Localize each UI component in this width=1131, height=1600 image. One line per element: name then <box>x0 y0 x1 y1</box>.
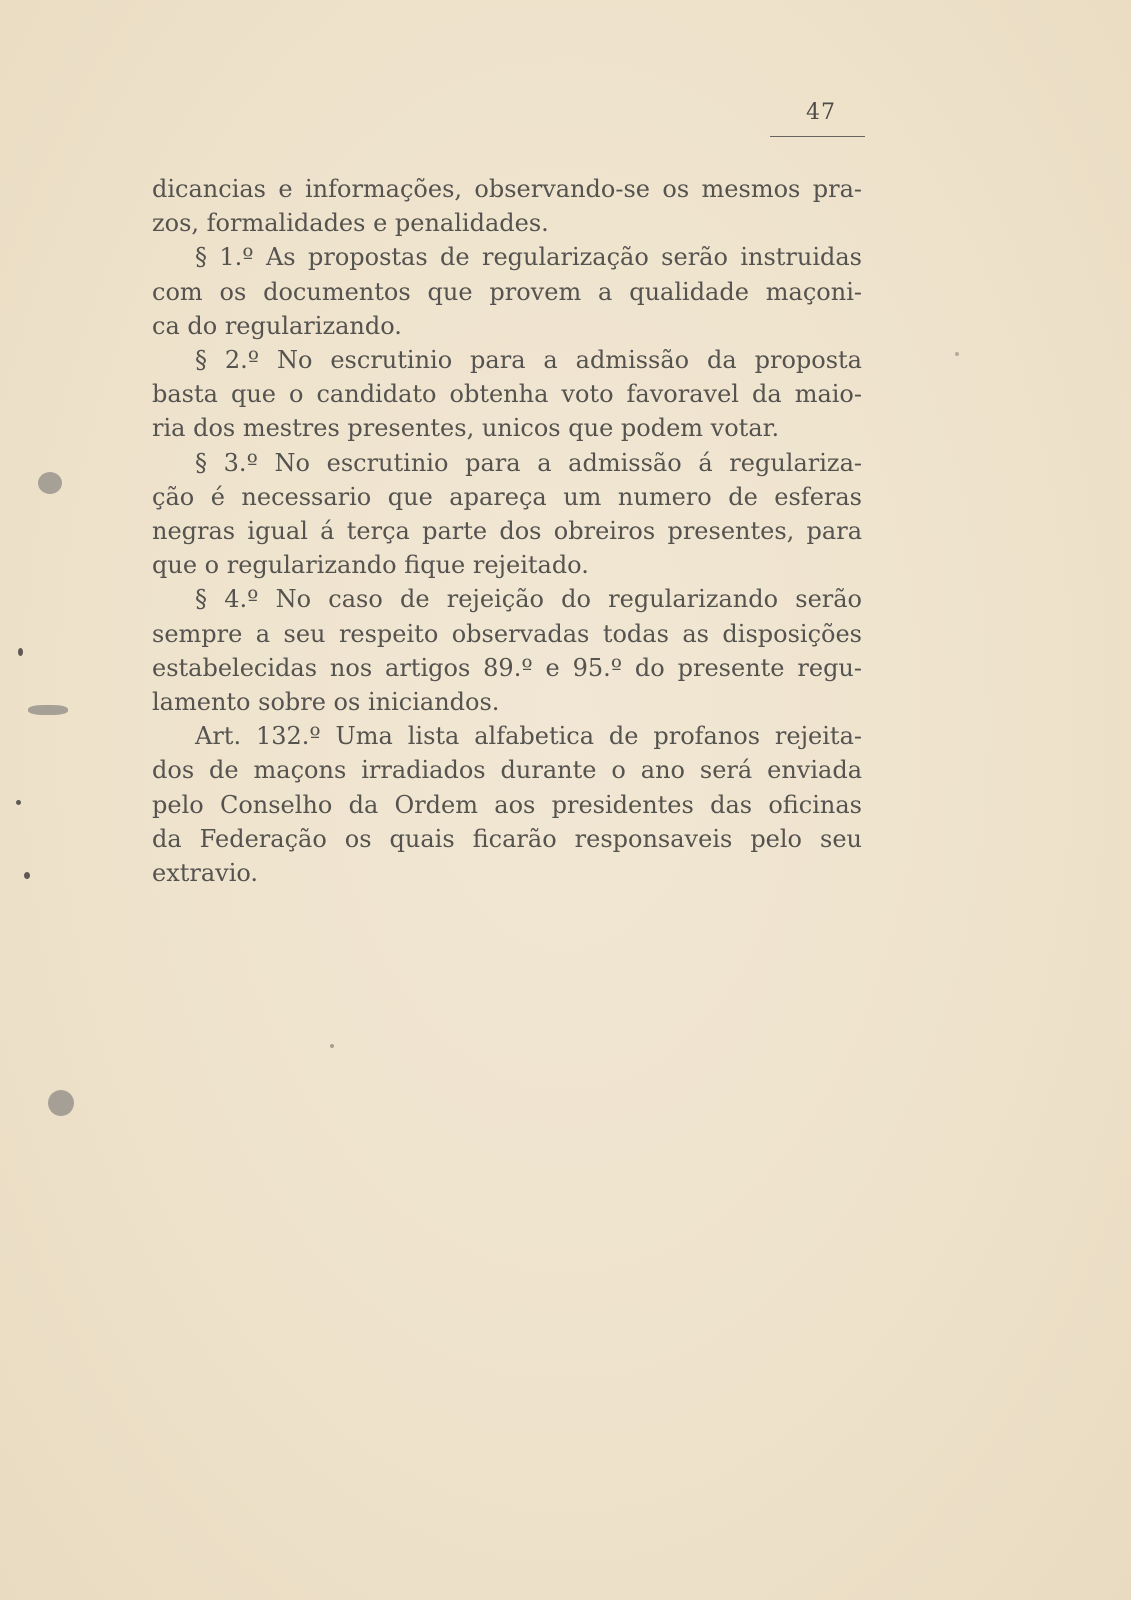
text-line: basta que o candidato obtenha voto favoravel da maio- <box>152 380 862 409</box>
binding-hole-icon <box>48 1090 74 1116</box>
paragraph-section-4: § 4.º No caso de rejeição do regularizando serão <box>195 585 862 614</box>
body-text <box>152 172 862 890</box>
paper-speck-icon <box>955 352 959 356</box>
paper-speck-icon <box>18 648 23 656</box>
paragraph-article-132: Art. 132.º Uma lista alfabetica de profanos rejeita- <box>195 722 862 751</box>
text-line: que o regularizando fique rejeitado. <box>152 551 589 580</box>
text-line: da Federação os quais ficarão responsaveis pelo seu <box>152 824 862 853</box>
text-line: negras igual á terça parte dos obreiros presentes, para <box>152 517 862 546</box>
text-line: extravio. <box>152 859 259 888</box>
text-line: estabelecidas nos artigos 89.º e 95.º do presente regu- <box>152 653 862 682</box>
page-number: 47 <box>806 100 836 125</box>
text-line: zos, formalidades e penalidades. <box>152 209 549 238</box>
text-line: dos de maçons irradiados durante o ano será enviada <box>152 756 862 785</box>
binding-hole-icon <box>28 705 68 715</box>
header-rule <box>770 136 865 137</box>
paper-speck-icon <box>330 1044 334 1048</box>
paragraph-section-2: § 2.º No escrutinio para a admissão da proposta <box>195 346 862 375</box>
paragraph-section-1: § 1.º As propostas de regularização serão instruidas <box>195 243 862 272</box>
paragraph-section-3: § 3.º No escrutinio para a admissão á regulariza- <box>195 448 862 477</box>
paper-speck-icon <box>24 872 30 879</box>
text-line: dicancias e informações, observando-se os mesmos pra- <box>152 175 862 203</box>
text-line: lamento sobre os iniciandos. <box>152 688 500 717</box>
text-line: ção é necessario que apareça um numero de esferas <box>152 482 862 511</box>
text-line: com os documentos que provem a qualidade maçoni- <box>152 277 862 306</box>
text-line: ca do regularizando. <box>152 311 402 340</box>
paper-speck-icon <box>16 800 21 805</box>
text-line: ria dos mestres presentes, unicos que podem votar. <box>152 414 780 443</box>
text-line: pelo Conselho da Ordem aos presidentes das oficinas <box>152 790 862 819</box>
binding-hole-icon <box>38 472 62 494</box>
text-line: sempre a seu respeito observadas todas as disposições <box>152 619 862 648</box>
